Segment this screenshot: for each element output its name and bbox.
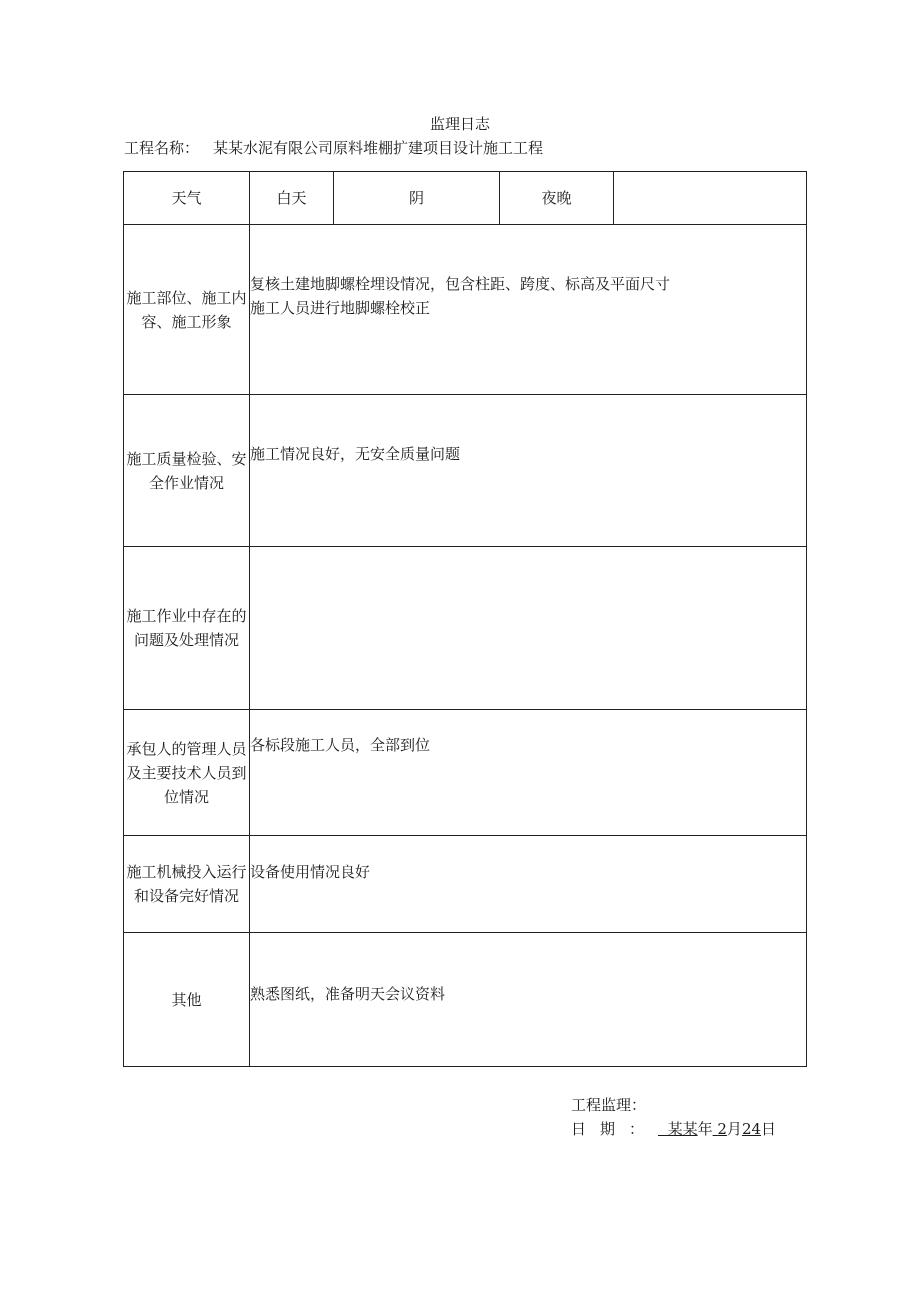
- row-label-problems: 施工作业中存在的问题及处理情况: [124, 547, 250, 710]
- row-content-quality-safety: [250, 395, 807, 547]
- row-content-other: [250, 933, 807, 1067]
- project-name-line: [124, 137, 543, 158]
- table-row: [124, 225, 807, 395]
- date-year-suffix: 年: [697, 1120, 713, 1138]
- page-title: 监理日志: [429, 115, 490, 133]
- row-label-other: 其他: [124, 933, 250, 1067]
- supervisor-label: 工程监理：: [571, 1096, 647, 1114]
- log-table: [123, 171, 807, 1067]
- project-name-value: 某某水泥有限公司原料堆棚扩建项目设计施工工程: [213, 139, 544, 157]
- date-year: 某某: [667, 1120, 698, 1138]
- content-line: 各标段施工人员，全部到位: [250, 736, 431, 754]
- row-content-problems: [250, 547, 807, 710]
- table-row: [124, 710, 807, 836]
- weather-row: [124, 172, 807, 225]
- date-day-suffix: 日: [761, 1120, 777, 1138]
- table-row: [124, 933, 807, 1067]
- content-line: 复核土建地脚螺栓埋设情况，包含柱距、跨度、标高及平面尺寸: [250, 275, 671, 293]
- table-row: [124, 547, 807, 710]
- row-label-construction-part: 施工部位、施工内容、施工形象: [124, 225, 250, 395]
- row-label-quality-safety: 施工质量检验、安全作业情况: [124, 395, 250, 547]
- signature-block: [571, 1093, 776, 1141]
- weather-day-label: 白天: [250, 172, 334, 225]
- content-line: 设备使用情况良好: [250, 863, 371, 881]
- row-content-personnel: [250, 710, 807, 836]
- date-day: 24: [741, 1120, 762, 1138]
- row-label-personnel: 承包人的管理人员及主要技术人员到位情况: [124, 710, 250, 836]
- weather-night-value: [614, 172, 807, 225]
- weather-night-label: 夜晚: [500, 172, 614, 225]
- table-row: [124, 395, 807, 547]
- weather-label: 天气: [124, 172, 250, 225]
- row-label-machinery: 施工机械投入运行和设备完好情况: [124, 836, 250, 933]
- date-line: [571, 1117, 776, 1141]
- content-line: 施工情况良好，无安全质量问题: [250, 445, 461, 463]
- date-month: 2: [717, 1120, 727, 1138]
- row-content-machinery: [250, 836, 807, 933]
- date-label: 日期：: [571, 1120, 659, 1138]
- content-line: 熟悉图纸，准备明天会议资料: [250, 985, 446, 1003]
- date-month-suffix: 月: [726, 1120, 742, 1138]
- content-line: 施工人员进行地脚螺栓校正: [250, 299, 431, 317]
- table-row: [124, 836, 807, 933]
- weather-day-value: 阴: [334, 172, 500, 225]
- row-content-construction-part: [250, 225, 807, 395]
- project-name-label: 工程名称：: [124, 139, 200, 157]
